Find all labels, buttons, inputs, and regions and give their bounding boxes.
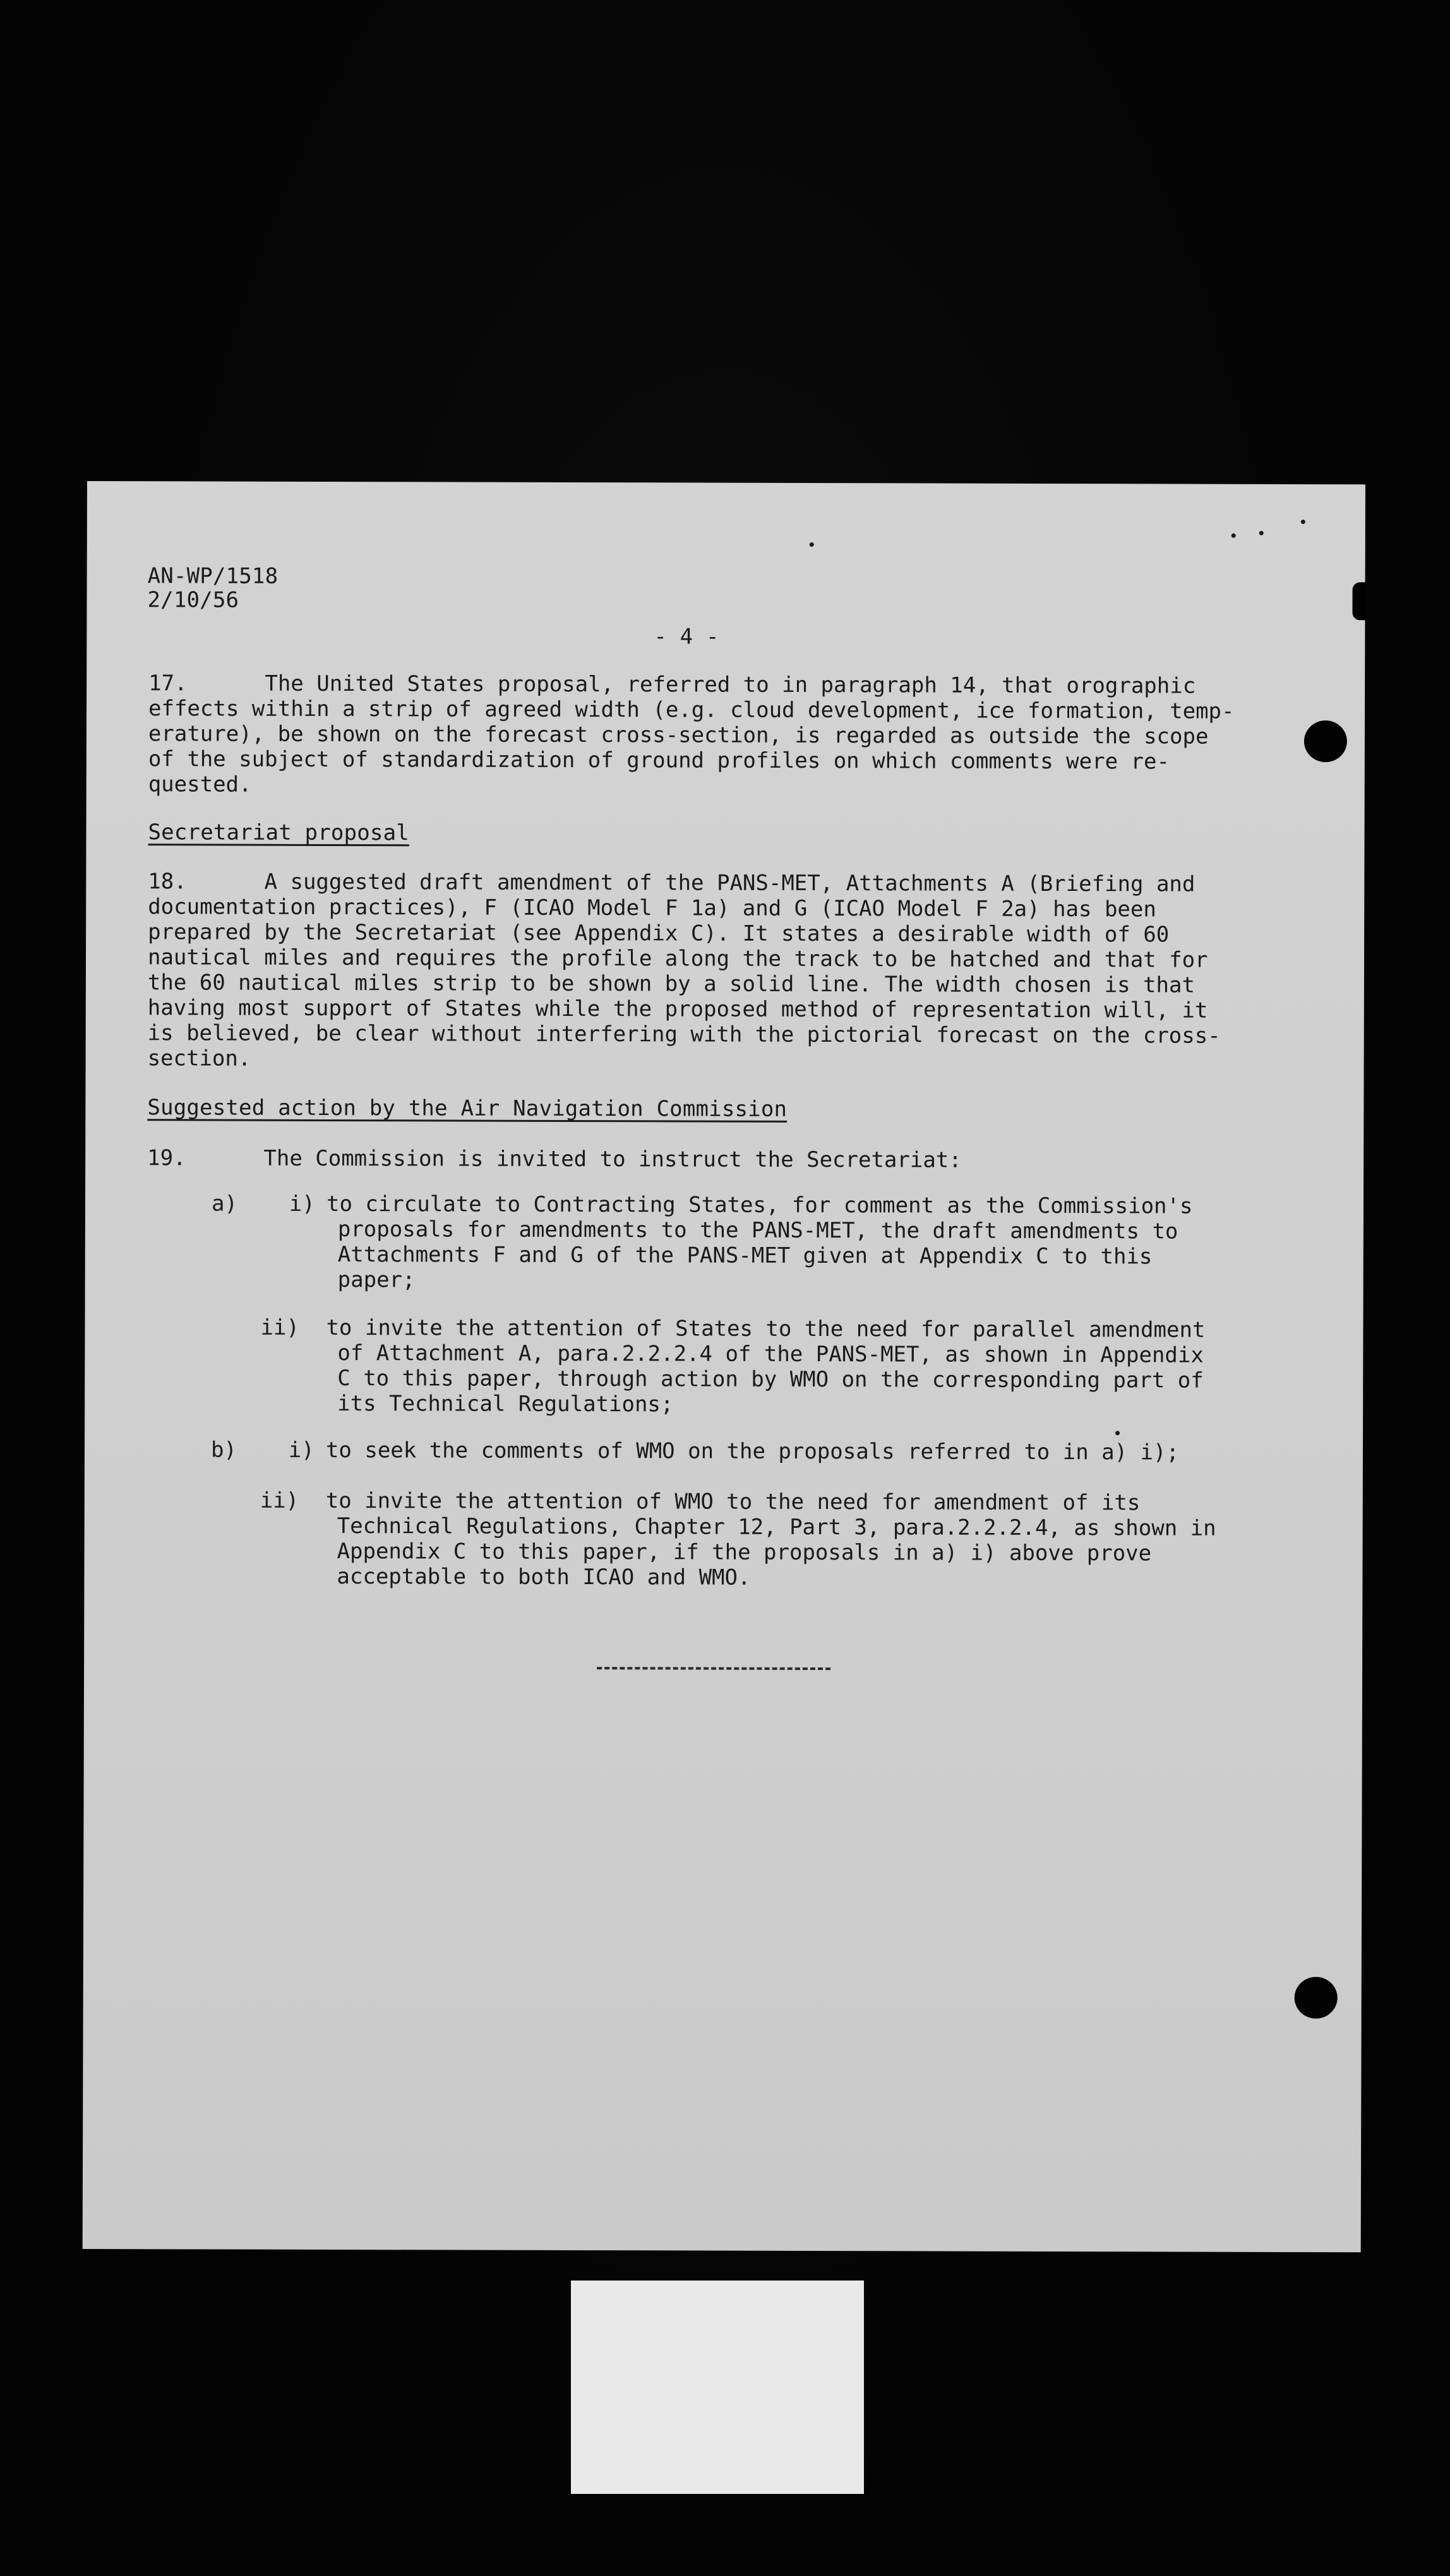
paper-speck (1115, 1431, 1120, 1435)
heading-secretariat-proposal: Secretariat proposal (148, 820, 410, 846)
item-line: Technical Regulations, Chapter 12, Part 3, para.2.2.2.4, as shown in (337, 1513, 1216, 1541)
paragraph-line: of the subject of standardization of ground profiles on which comments were re- (148, 746, 1170, 775)
paragraph-line: 17. The United States proposal, referred to in paragraph 14, that orographic (148, 671, 1196, 699)
item-line: Appendix C to this paper, if the proposals in a) i) above prove (337, 1539, 1152, 1566)
paper-speck (1231, 534, 1236, 538)
item-line: acceptable to both ICAO and WMO. (337, 1564, 751, 1590)
item-line: to seek the comments of WMO on the proposals referred to in a) i); (325, 1437, 1180, 1465)
paragraph-line: 18. A suggested draft amendment of the PANS-MET, Attachments A (Briefing and (148, 869, 1195, 897)
document-page (83, 481, 1365, 2252)
punch-hole-bottom (1295, 1977, 1338, 2018)
paragraph-19-intro: 19. The Commission is invited to instruct the Secretariat: (147, 1145, 962, 1173)
paragraph-line: is believed, be clear without interfering with the pictorial forecast on the cross- (147, 1020, 1221, 1049)
item-line: its Technical Regulations; (337, 1391, 674, 1417)
blank-card-insert (571, 2281, 864, 2494)
paper-speck (1259, 531, 1264, 535)
paragraph-line: documentation practices), F (ICAO Model F 1a) and G (ICAO Model F 2a) has been (148, 894, 1156, 922)
section-end-rule (597, 1667, 830, 1670)
item-line: to invite the attention of WMO to the need for amendment of its (325, 1488, 1141, 1516)
item-line: to circulate to Contracting States, for comment as the Commission's (326, 1191, 1193, 1219)
paragraph-line: erature), be shown on the forecast cross-section, is regarded as outside the scope (148, 721, 1209, 749)
document-reference: AN-WP/1518 (147, 563, 279, 589)
item-line: of Attachment A, para.2.2.2.4 of the PANS-MET, as shown in Appendix (337, 1340, 1204, 1368)
paragraph-line: prepared by the Secretariat (see Appendix C). It states a desirable width of 60 (148, 919, 1170, 948)
item-line: C to this paper, through action by WMO on the corresponding part of (337, 1366, 1204, 1393)
paragraph-line: section. (147, 1046, 251, 1071)
heading-suggested-action: Suggested action by the Air Navigation Commission (147, 1095, 788, 1122)
item-line: paper; (337, 1267, 416, 1293)
paper-speck (1301, 520, 1305, 524)
item-marker: a) i) (211, 1191, 315, 1217)
item-marker: ii) (260, 1488, 299, 1513)
paragraph-line: the 60 nautical miles strip to be shown by a solid line. The width chosen is that (147, 970, 1195, 998)
item-line: Attachments F and G of the PANS-MET given at Appendix C to this (337, 1242, 1153, 1270)
paper-edge-notch (1352, 582, 1366, 620)
punch-hole-top (1304, 720, 1347, 762)
paragraph-line: nautical miles and requires the profile along the track to be hatched and that for (147, 945, 1208, 973)
document-date: 2/10/56 (147, 587, 239, 613)
paper-speck (810, 542, 814, 547)
item-line: proposals for amendments to the PANS-MET, the draft amendments to (337, 1217, 1178, 1244)
paragraph-line: quested. (148, 772, 252, 797)
item-marker: b) i) (210, 1437, 315, 1463)
page-number: - 4 - (654, 624, 719, 650)
item-marker: ii) (260, 1315, 299, 1340)
item-line: to invite the attention of States to the need for parallel amendment (326, 1315, 1206, 1343)
paragraph-line: effects within a strip of agreed width (e.g. cloud development, ice formation, temp- (148, 696, 1235, 724)
paragraph-line: having most support of States while the proposed method of representation will, it (147, 995, 1208, 1023)
